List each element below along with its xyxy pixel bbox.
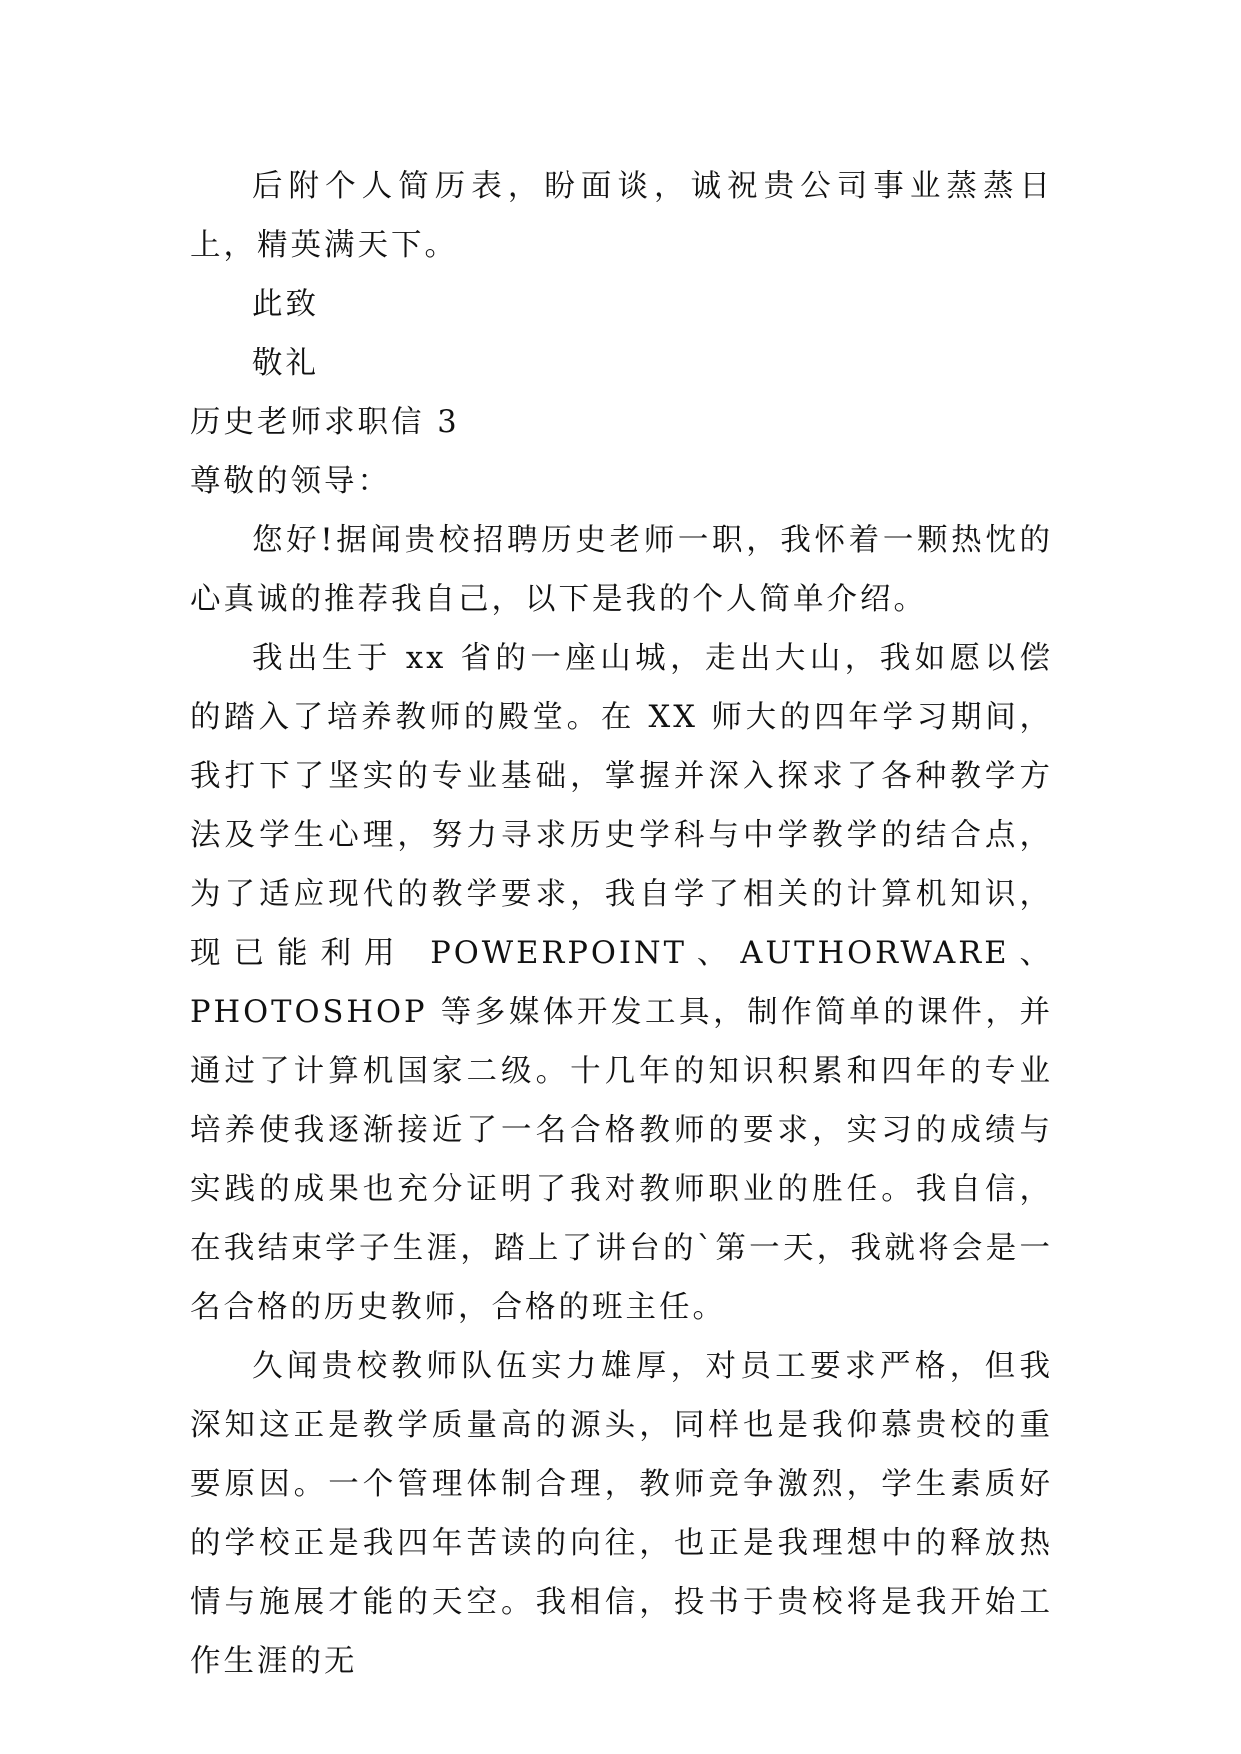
section-heading: 历史老师求职信 3 [190, 405, 460, 440]
body-paragraph: 我出生于 xx 省的一座山城，走出大山，我如愿以偿的踏入了培养教师的殿堂。在 XX 师大的四年学习期间，我打下了坚实的专业基础，掌握并深入探求了各种教学方法及学生心理，努力寻求历史学科与中学教学的结合点，为了适应现代的教学要求，我自学了相关的计算机知识，现已能利用 POWERPOINT、AUTHORWARE、PHOTOSHOP 等多媒体开发工具，制作简单的课件，并通过了计算机国家二级。十几年的知识积累和四年的专业培养使我逐渐接近了一名合格教师的要求，实习的成绩与实践的成果也充分证明了我对教师职业的胜任。我自信，在我结束学子生涯，踏上了讲台的`第一天，我就将会是一名合格的历史教师，合格的班主任。 [190, 641, 1053, 1325]
closing-line: 此致 [252, 287, 319, 322]
body-paragraph: 后附个人简历表，盼面谈，诚祝贵公司事业蒸蒸日上，精英满天下。 [190, 169, 1053, 263]
body-paragraph: 您好!据闻贵校招聘历史老师一职，我怀着一颗热忱的心真诚的推荐我自己，以下是我的个人简单介绍。 [190, 523, 1053, 617]
salutation: 尊敬的领导： [190, 464, 391, 499]
closing-line: 敬礼 [252, 346, 319, 381]
body-paragraph: 久闻贵校教师队伍实力雄厚，对员工要求严格，但我深知这正是教学质量高的源头，同样也是我仰慕贵校的重要原因。一个管理体制合理，教师竞争激烈，学生素质好的学校正是我四年苦读的向往，也正是我理想中的释放热情与施展才能的天空。我相信，投书于贵校将是我开始工作生涯的无 [190, 1349, 1053, 1679]
